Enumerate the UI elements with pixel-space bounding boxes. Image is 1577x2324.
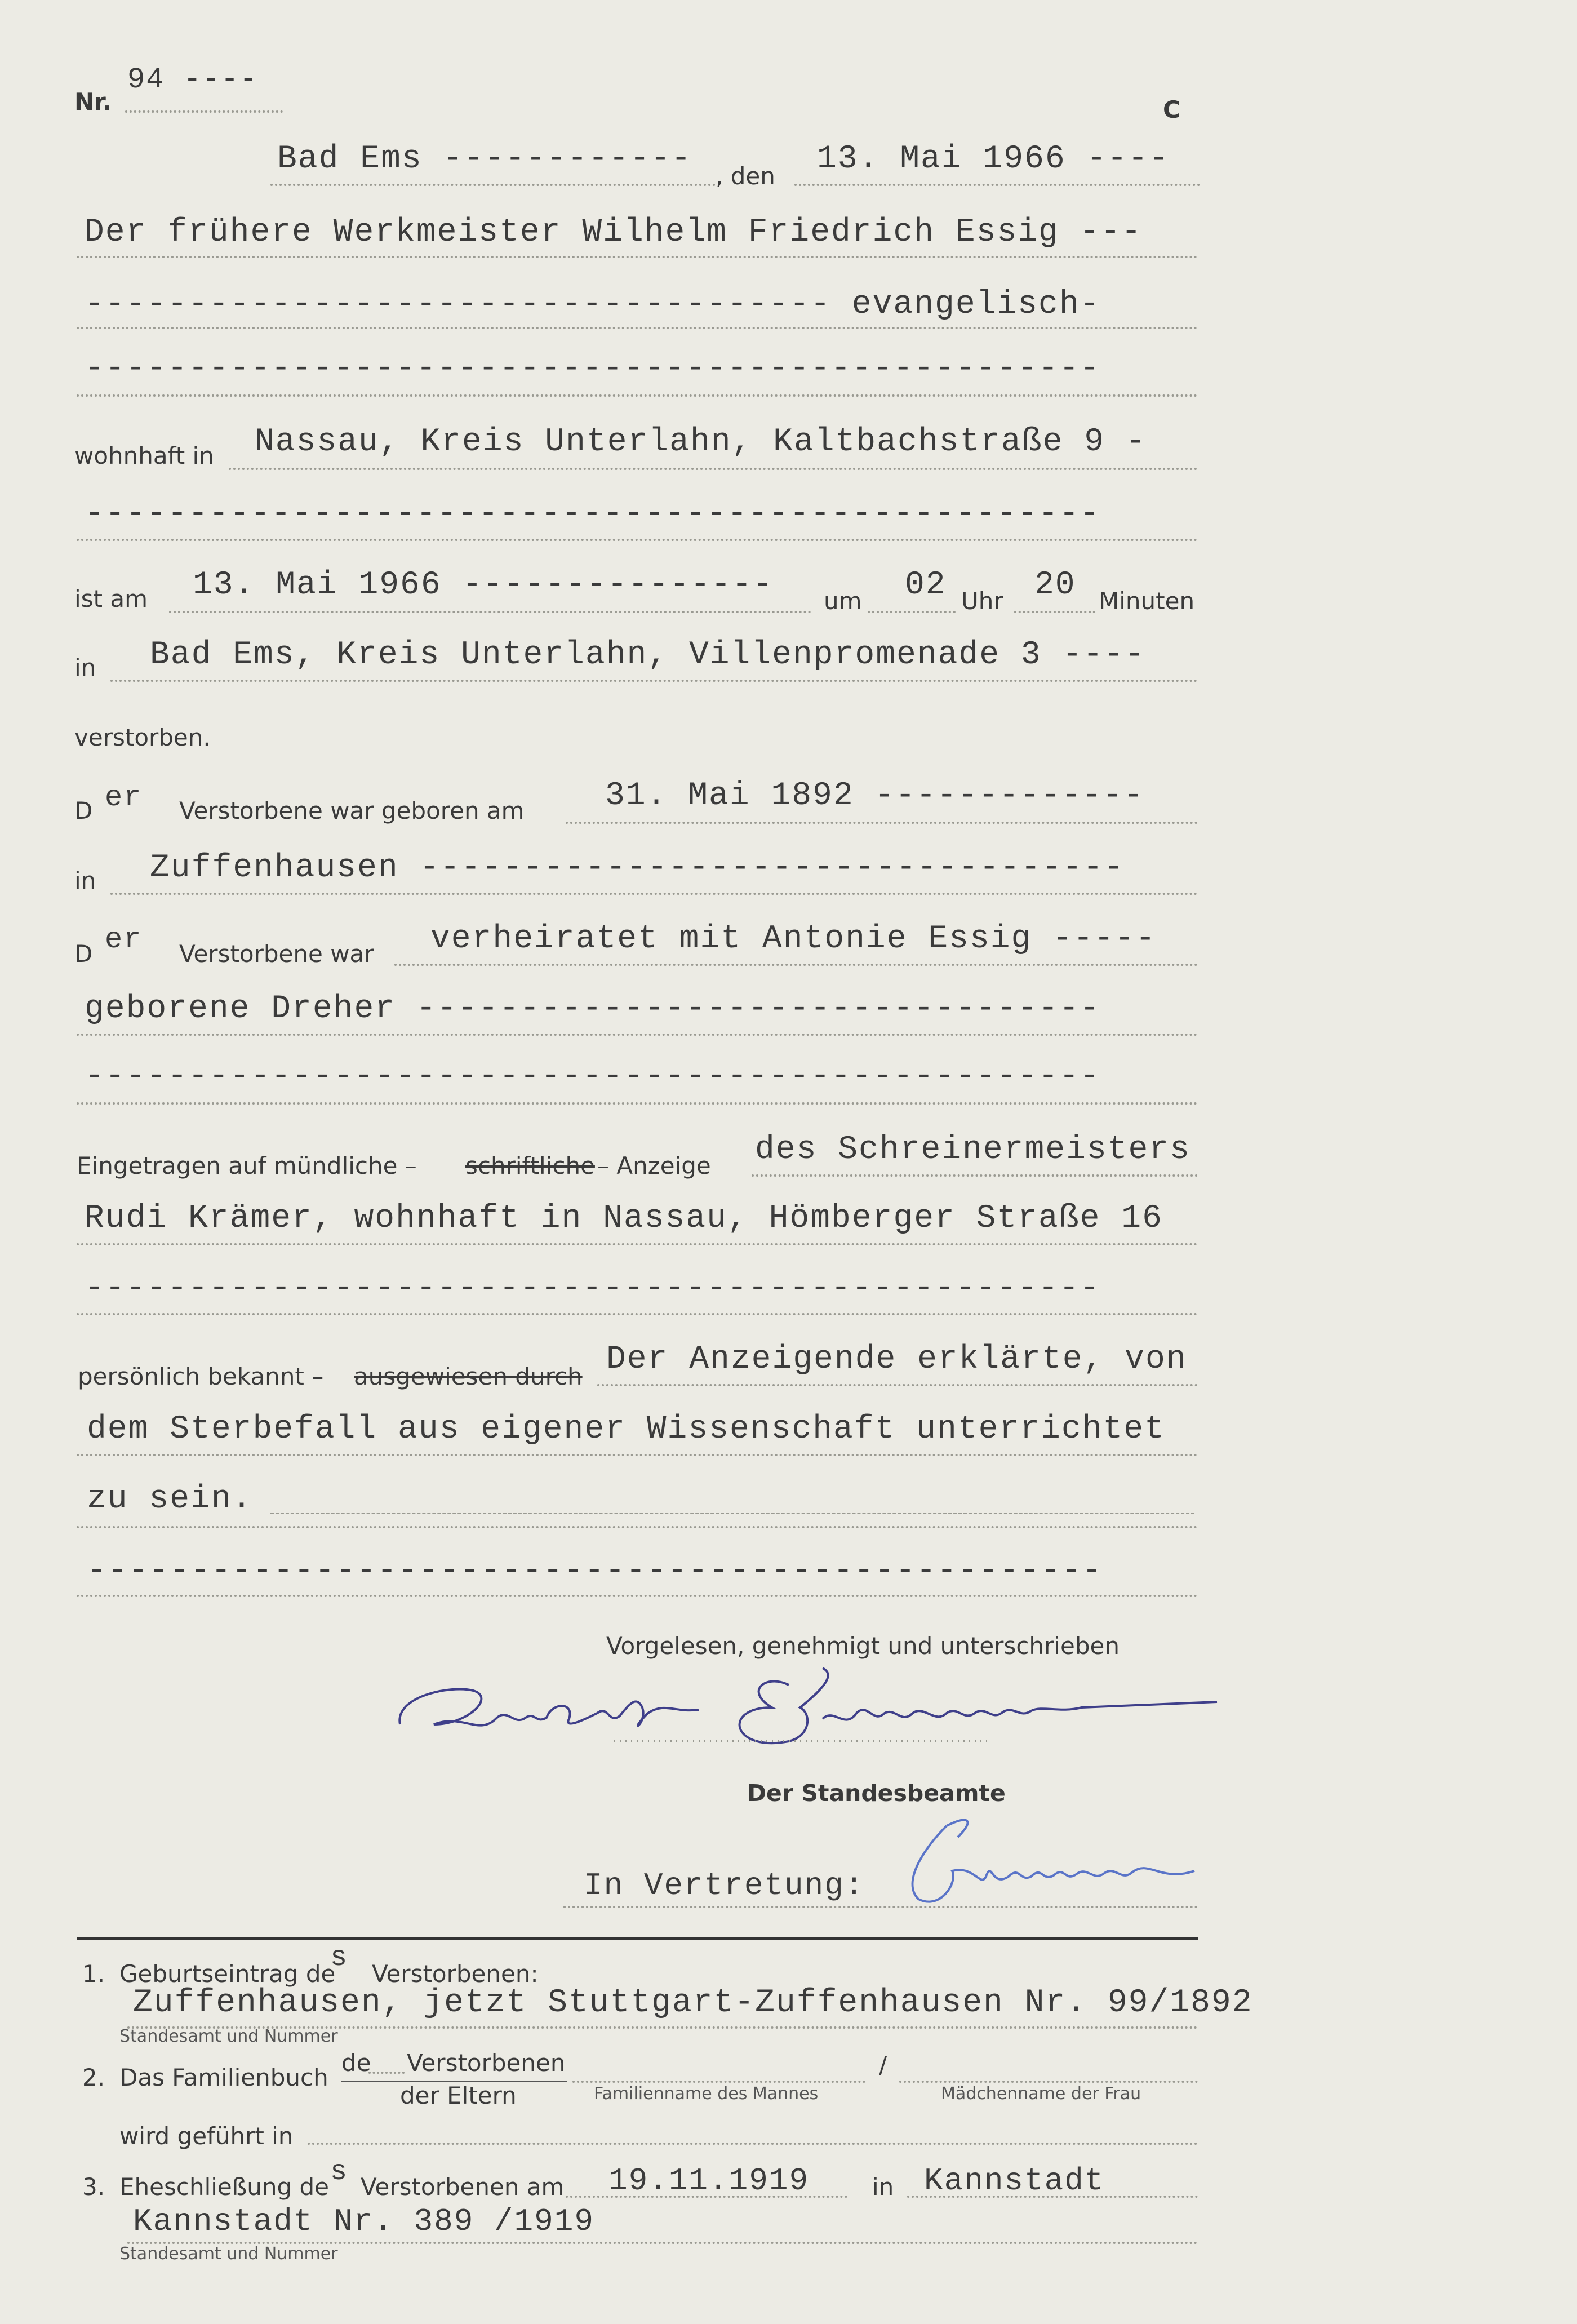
declaration-dashline-3 [270,1513,1194,1514]
note-3-in: in [872,2173,894,2201]
nr-label: Nr. [74,88,112,116]
birth-date-dotline [566,822,1198,824]
verstorben-label: verstorben. [74,724,211,751]
note-3-s: s [330,2156,349,2188]
informant-dotline-3 [77,1313,1198,1315]
deceased-name-line: Der frühere Werkmeister Wilhelm Friedrich Essig --- [85,214,1143,251]
anzeige-label: – Anzeige [597,1152,711,1179]
note-3-label: Eheschließung de [119,2173,329,2201]
note-1-value: Zuffenhausen, jetzt Stuttgart-Zuffenhausen Nr. 99/1892 [133,1985,1253,2021]
eingetragen-label: Eingetragen auf mündliche – [77,1152,417,1179]
registration-blank-dotline [77,1595,1198,1597]
note-1-number: 1. [82,1960,105,1988]
note-1-label: Geburtseintrag de [119,1960,336,1988]
den-label: , den [716,162,775,190]
marital-war-label: Verstorbene war [179,940,374,968]
declaration-dotline-1 [597,1384,1198,1386]
note-2-mann-dotline [572,2081,865,2083]
note-2-label: Das Familienbuch [119,2064,328,2091]
death-hour: 02 [905,567,947,604]
birth-in-label: in [74,867,96,894]
note-3-date: 19.11.1919 [608,2163,810,2199]
note-2-caption-mann: Familienname des Mannes [594,2084,819,2104]
spouse-birthname: geborene Dreher --------------------------------- [85,991,1101,1027]
marital-der-typed: er [105,923,143,956]
declaration-line-1: Der Anzeigende erklärte, von [606,1341,1187,1378]
informant-line-1: des Schreinermeisters [755,1132,1190,1168]
note-2-frau-dotline [899,2081,1198,2083]
footer-divider [77,1937,1198,1940]
name-dotline [77,256,1198,258]
informant-dotline-1 [752,1174,1198,1177]
death-in-label: in [74,654,96,681]
blank-dotline-1 [77,394,1198,397]
declaration-dotline-3 [77,1526,1198,1528]
note-2-wird-dotline [308,2143,1198,2145]
birth-place-dotline [110,893,1198,895]
death-place: Bad Ems, Kreis Unterlahn, Villenpromenade 3 ---- [150,637,1145,673]
declaration-dotline-2 [77,1454,1198,1456]
note-1-label2: Verstorbenen: [372,1960,539,1988]
ist-am-label: ist am [74,585,148,613]
spouse-dotline [77,1034,1198,1036]
residence-dotline [229,468,1198,470]
birth-place: Zuffenhausen ---------------------------------- [150,850,1125,886]
note-2-verstorbenen: Verstorbenen [407,2049,566,2077]
informant-dotline-2 [77,1243,1198,1245]
residence-continuation: ------------------------------------------------- [85,496,1101,533]
note-3-number: 3. [82,2173,105,2201]
note-2-wird: wird geführt in [119,2122,294,2150]
note-1-caption: Standesamt und Nummer [119,2026,338,2046]
marriage-blank-dotline [77,1102,1198,1105]
issue-date: 13. Mai 1966 ---- [817,141,1170,178]
note-3-place-dotline [907,2196,1198,2198]
marriage-blank-line: ------------------------------------------------- [85,1058,1101,1095]
registration-blank-line: ------------------------------------------------- [87,1553,1103,1590]
official-signature [890,1803,1206,1916]
birth-d-label: D [74,797,93,824]
marital-dotline [394,964,1198,966]
note-3-value: Kannstadt Nr. 389 /1919 [133,2203,594,2239]
bekannt-label: persönlich bekannt – [78,1363,324,1390]
nr-dotline [125,110,283,113]
death-minute: 20 [1034,567,1076,604]
hour-dotline [868,611,956,613]
religion-line: ------------------------------------ evangelisch- [85,286,1101,323]
schriftliche-struck: schriftliche [465,1152,595,1179]
informant-line-3: ------------------------------------------------- [85,1270,1101,1307]
informant-signature [383,1651,1240,1758]
uhr-label: Uhr [961,587,1003,615]
um-label: um [824,587,862,615]
declaration-line-2: dem Sterbefall aus eigener Wissenschaft unterrichtet [87,1411,1165,1448]
residence: Nassau, Kreis Unterlahn, Kaltbachstraße 9 - [255,424,1147,460]
note-2-caption-frau: Mädchenname der Frau [941,2084,1141,2104]
death-date-dotline [169,611,811,613]
vorgelesen-text: Vorgelesen, genehmigt und unterschrieben [606,1632,1120,1660]
note-3-caption: Standesamt und Nummer [119,2244,338,2264]
religion-dotline [77,327,1198,329]
birth-der-typed: er [105,781,143,814]
death-date: 13. Mai 1966 --------------- [193,567,774,604]
marital-status: verheiratet mit Antonie Essig ----- [430,921,1157,957]
nr-value: 94 ---- [127,63,259,96]
note-3-date-dotline [566,2196,847,2198]
standesbeamte-label: Der Standesbeamte [747,1780,1006,1807]
minuten-label: Minuten [1099,587,1195,615]
place-dotline [270,184,716,186]
date-dotline [794,184,1200,186]
blank-line-1: ------------------------------------------------- [85,351,1101,387]
birth-date: 31. Mai 1892 ------------- [605,778,1144,814]
official-dotline [563,1906,1198,1908]
note-2-de: de [341,2049,371,2077]
wohnhaft-label: wohnhaft in [74,442,214,469]
residence-cont-dotline [77,539,1198,541]
marital-d-label: D [74,940,93,968]
note-2-number: 2. [82,2064,105,2091]
form-letter: C [1163,96,1180,123]
vertretung-label: In Vertretung: [584,1868,865,1904]
ausgewiesen-struck: ausgewiesen durch [354,1363,583,1390]
note-2-slash: / [879,2051,887,2079]
birth-geboren-label: Verstorbene war geboren am [179,797,525,824]
declaration-line-3: zu sein. [87,1481,253,1518]
informant-line-2: Rudi Krämer, wohnhaft in Nassau, Hömberger Straße 16 [85,1200,1163,1237]
death-place-dotline [110,680,1198,682]
note-2-eltern: der Eltern [400,2082,517,2109]
note-1-s: s [330,1942,349,1974]
note-2-de-dotline [368,2072,405,2074]
issue-place: Bad Ems ------------ [277,141,692,178]
minute-dotline [1014,611,1095,613]
note-3-place: Kannstadt [924,2163,1105,2199]
note-3-label2: Verstorbenen am [361,2173,565,2201]
